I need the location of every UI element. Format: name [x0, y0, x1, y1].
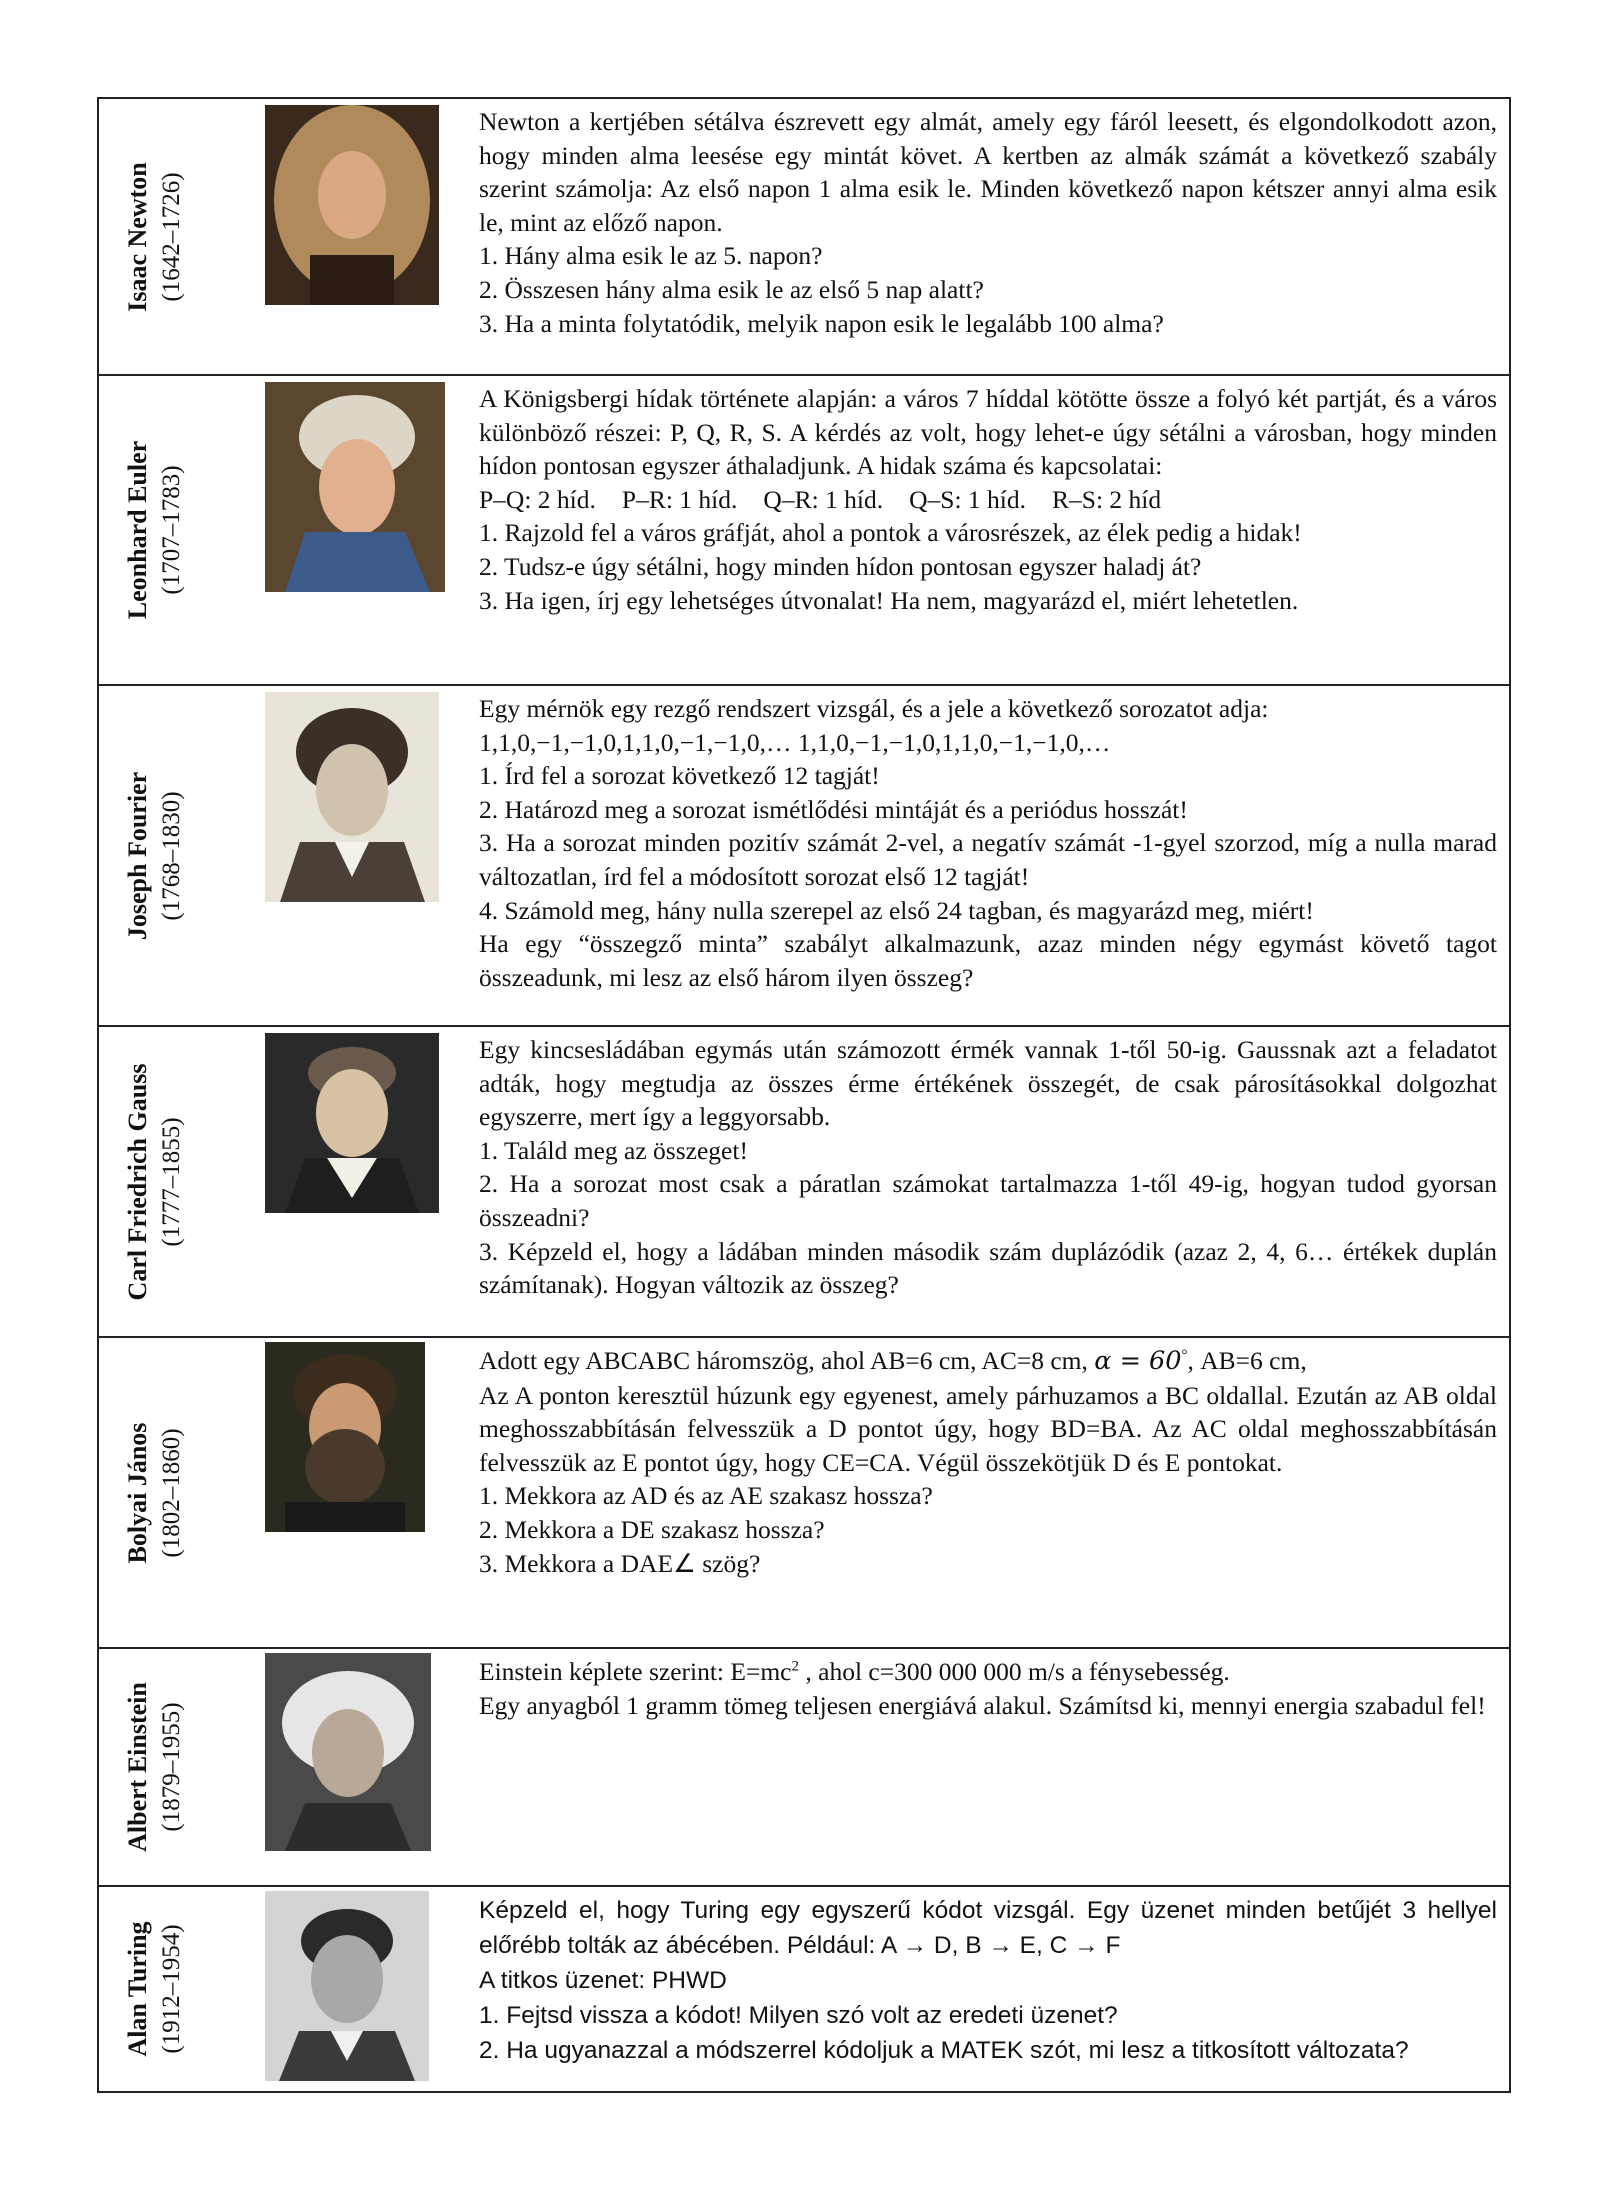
problem-body: Egy anyagból 1 gramm tömeg teljesen energiává alakul. Számítsd ki, mennyi energia szabadul fel! [479, 1690, 1486, 1720]
formula [479, 1655, 1497, 1689]
person-name: Isaac Newton [123, 161, 152, 312]
name-cell [99, 1649, 211, 1885]
secret-message: A titkos üzenet: PHWD [479, 1967, 727, 1994]
name-cell [99, 1338, 211, 1647]
portrait-fourier [265, 692, 439, 902]
person-years: (1912–1954) [158, 1924, 185, 2054]
row-einstein [99, 1649, 1509, 1887]
problem-intro: Képzeld el, hogy Turing egy egyszerű kódot vizsgál. Egy üzenet minden betűjét 3 hellyel előrébb tolták az ábécében. Például: A → D, B → E, C → F [479, 1897, 1497, 1959]
person-years: (1768–1830) [158, 790, 185, 921]
question: 3. Mekkora a DAE∠ szög? [479, 1548, 761, 1578]
person-name: Leonhard Euler [123, 440, 152, 620]
problem-intro: Newton a kertjében sétálva észrevett egy almát, amely egy fáról leesett, és elgondolkodott azon, hogy minden alma leesése egy mintát követ. A kertben az almák számát a következő szabály szerint számolja: Az első napon 1 alma esik le. Minden következő napon kétszer annyi alma esik le, mint az előző napon. [479, 107, 1497, 237]
row-gauss [99, 1027, 1509, 1338]
degree-mark: ° [1181, 1347, 1188, 1364]
bridge-item: P–R: 1 híd. [621, 484, 738, 514]
bridge-list [479, 483, 1497, 517]
question: 2. Tudsz-e úgy sétálni, hogy minden hídon pontosan egyszer haladj át? [479, 551, 1202, 581]
question: 3. Ha a sorozat minden pozitív számát 2-vel, a negatív számát -1-gyel szorzod, míg a nulla marad változatlan, írd fel a módosított sorozat első 12 tagját! [479, 828, 1497, 891]
row-bolyai [99, 1338, 1509, 1649]
intro-part: Adott egy ABCABC háromszög, ahol AB=6 cm, AC=8 cm, [479, 1346, 1095, 1375]
person-years: (1879–1955) [158, 1702, 185, 1832]
question: Ha egy “összegző minta” szabályt alkalmazunk, azaz minden négy egymást követő tagot összeadunk, mi lesz az első három ilyen összeg? [479, 929, 1497, 992]
portrait-turing [265, 1891, 429, 2081]
portrait-einstein [265, 1653, 431, 1851]
person-years: (1802–1860) [158, 1427, 185, 1558]
question: 2. Határozd meg a sorozat ismétlődési mintáját és a periódus hosszát! [479, 794, 1188, 824]
question: 2. Mekkora a DE szakasz hossza? [479, 1514, 825, 1544]
problem-intro [479, 1344, 1497, 1379]
person-years: (1642–1726) [158, 171, 185, 302]
intro-part: , AB=6 cm, [1187, 1346, 1307, 1375]
question: 1. Hány alma esik le az 5. napon? [479, 241, 823, 271]
question: 1. Rajzold fel a város gráfját, ahol a pontok a városrészek, az élek pedig a hidak! [479, 518, 1302, 548]
name-cell [99, 686, 211, 1025]
question: 2. Ha a sorozat most csak a páratlan számokat tartalmazza 1-től 49-ig, hogyan tudod gyorsan összeadni? [479, 1169, 1497, 1232]
person-years: (1707–1783) [158, 465, 185, 595]
person-name: Carl Friedrich Gauss [123, 1063, 152, 1300]
question: 3. Képzeld el, hogy a ládában minden második szám duplázódik (azaz 2, 4, 6… értékek duplán számítanak). Hogyan változik az összeg? [479, 1236, 1497, 1300]
question: 3. Ha igen, írj egy lehetséges útvonalat! Ha nem, magyarázd el, miért lehetetlen. [479, 585, 1299, 615]
problem-intro: Egy kincsesládában egymás után számozott érmék vannak 1-től 50-ig. Gaussnak azt a feladatot adták, hogy megtudja az összes érme értékének összegét, de csak párosításokkal dolgozhat egyszerre, mert így a leggyorsabb. [479, 1035, 1497, 1132]
person-name: Albert Einstein [123, 1682, 152, 1852]
person-name: Bolyai János [123, 1422, 152, 1563]
name-cell [99, 1887, 211, 2091]
name-cell [99, 376, 211, 684]
question: 1. Fejtsd vissza a kódot! Milyen szó volt az eredeti üzenet? [479, 2002, 1118, 2029]
portrait-euler [265, 382, 445, 592]
formula-part: Einstein képlete szerint: E=mc [479, 1657, 792, 1686]
name-cell [99, 1027, 211, 1336]
alpha-value: α = 60 [1094, 1346, 1182, 1376]
row-euler [99, 376, 1509, 686]
person-years: (1777–1855) [158, 1116, 185, 1247]
question: 1. Találd meg az összeget! [479, 1135, 748, 1165]
name-cell [99, 99, 211, 374]
problem-intro: A Königsbergi hídak története alapján: a város 7 híddal kötötte össze a folyó két partját, és a város különböző részei: P, Q, R, S. A kérdés az volt, hogy lehet-e úgy sétálni a városban, hogy minden hídon pontosan egyszer áthaladjunk. A hidak száma és kapcsolatai: [479, 384, 1497, 481]
row-newton [99, 99, 1509, 376]
question: 3. Ha a minta folytatódik, melyik napon esik le legalább 100 alma? [479, 308, 1164, 338]
problem-text [479, 692, 1497, 994]
question: 1. Mekkora az AD és az AE szakasz hossza? [479, 1481, 933, 1511]
bridge-item: P–Q: 2 híd. [479, 484, 596, 514]
problem-text [479, 1344, 1497, 1580]
problem-body: Az A ponton keresztül húzunk egy egyenest, amely párhuzamos a BC oldallal. Ezután az AB oldal meghosszabbításán felvesszük a D pontot úgy, hogy BD=BA. Az AC oldal meghosszabbításán felvesszük az E pontot úgy, hogy CE=CA. Végül összekötjük D és E pontokat. [479, 1380, 1497, 1477]
sequence: 1,1,0,−1,−1,0,1,1,0,−1,−1,0,… 1,1,0,−1,−1,0,1,1,0,−1,−1,0,… [479, 727, 1111, 757]
question: 1. Írd fel a sorozat következő 12 tagját! [479, 761, 880, 791]
bridge-item: R–S: 2 híd [1052, 484, 1162, 514]
problem-text [479, 382, 1497, 617]
row-turing [99, 1887, 1509, 2091]
portrait-gauss [265, 1033, 439, 1213]
row-fourier [99, 686, 1509, 1027]
person-name: Joseph Fourier [123, 771, 152, 940]
bridge-item: Q–R: 1 híd. [763, 484, 884, 514]
formula-exponent: 2 [791, 1658, 799, 1675]
problem-text [479, 105, 1497, 340]
question: 2. Ha ugyanazzal a módszerrel kódoljuk a MATEK szót, mi lesz a titkosított változata? [479, 2037, 1409, 2064]
bridge-item: Q–S: 1 híd. [909, 484, 1027, 514]
person-name: Alan Turing [123, 1921, 152, 2057]
problem-text [479, 1033, 1497, 1302]
problem-text [479, 1655, 1497, 1722]
question: 4. Számold meg, hány nulla szerepel az első 24 tagban, és magyarázd meg, miért! [479, 895, 1314, 925]
worksheet-table [97, 97, 1511, 2093]
problem-intro: Egy mérnök egy rezgő rendszert vizsgál, és a jele a következő sorozatot adja: [479, 694, 1269, 723]
portrait-bolyai [265, 1342, 425, 1532]
portrait-newton [265, 105, 439, 305]
formula-part: , ahol c=300 000 000 m/s a fénysebesség. [799, 1657, 1230, 1686]
question: 2. Összesen hány alma esik le az első 5 nap alatt? [479, 274, 984, 304]
problem-text [479, 1893, 1497, 2068]
